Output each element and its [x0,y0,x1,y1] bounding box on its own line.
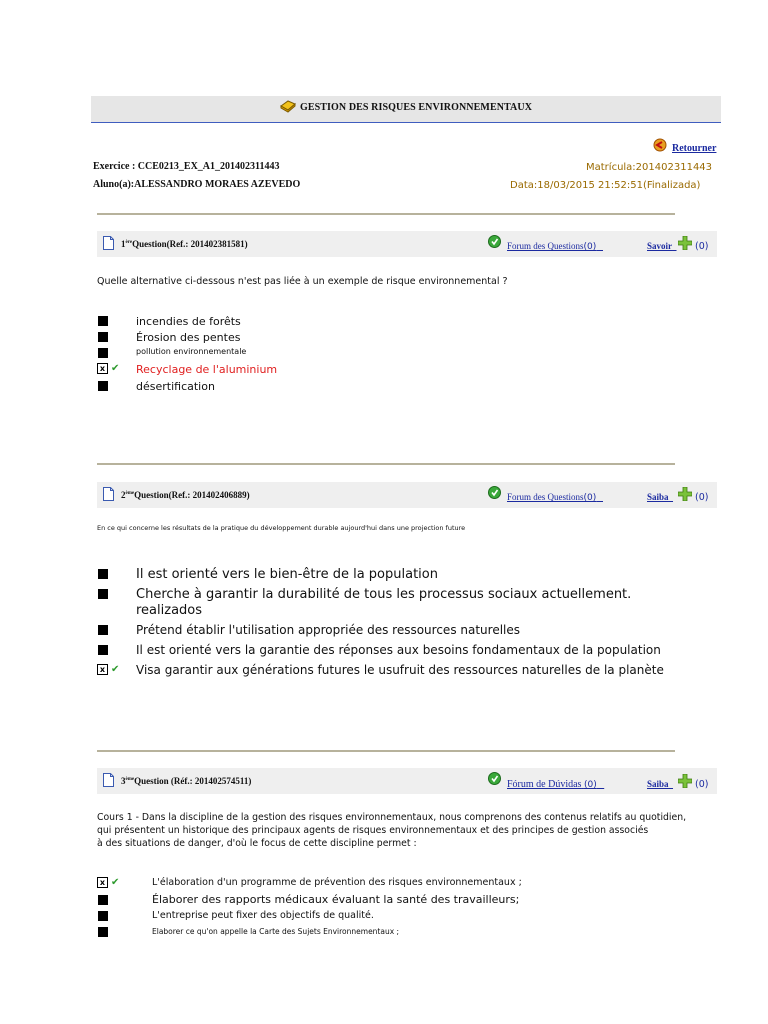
forum-link[interactable]: Forum des Questions(0) [507,492,597,503]
question-2-text: En ce qui concerne les résultats de la pratique du développement durable aujourd'hui dans une projection future [97,524,466,532]
forum-icon[interactable] [488,486,501,499]
option-marker[interactable] [98,911,108,921]
option-text: Elaborer ce qu'on appelle la Carte des Sujets Environnementaux ; [152,927,400,936]
document-icon [103,236,114,250]
question-1-text: Quelle alternative ci-dessous n'est pas liée à un exemple de risque environnemental ? [97,276,508,287]
option-text: Érosion des pentes [136,331,241,344]
data-label: Data:18/03/2015 21:52:51(Finalizada) [510,180,701,191]
option-text: Il est orienté vers la garantie des réponses aux besoins fondamentaux de la population [136,643,661,657]
forum-link[interactable]: Fórum de Dúvidas (0) [507,779,597,790]
option-text: Élaborer des rapports médicaux évaluant la santé des travailleurs; [152,893,520,906]
question-3-title: 3èmeQuestion (Réf.: 201402574511) [121,776,252,786]
selected-checkbox[interactable]: x [97,877,108,888]
option-marker[interactable] [98,927,108,937]
separator [97,213,675,215]
plus-count: (0) [695,492,709,503]
title-bar [91,96,721,123]
plus-count: (0) [695,241,709,252]
question-3-header [97,768,717,794]
option-text: Recyclage de l'aluminium [136,363,278,376]
forum-icon[interactable] [488,772,501,785]
aluno-label: Aluno(a):ALESSANDRO MORAES AZEVEDO [93,179,301,190]
option-text: désertification [136,380,215,393]
exercice-label: Exercice : CCE0213_EX_A1_201402311443 [93,161,280,172]
plus-icon[interactable] [678,774,692,788]
option-text: L'entreprise peut fixer des objectifs de qualité. [152,910,374,921]
question-3-text: Cours 1 - Dans la discipline de la gestion des risques environnementaux, nous comprenons des contenus relatifs au quotidien, qui présentent un historique des principaux agents de risques environnementaux et des principes de gestion associés à des situations de danger, d'où le focus de cette discipline permet : [97,812,687,849]
plus-icon[interactable] [678,236,692,250]
retourner-link[interactable]: Retourner [672,143,717,154]
back-icon[interactable] [653,138,667,152]
option-text: Prétend établir l'utilisation appropriée des ressources naturelles [136,623,521,637]
matricula-label: Matrícula:201402311443 [586,162,713,173]
option-marker[interactable] [98,381,108,391]
check-icon: ✔ [111,877,120,888]
question-1-header [97,231,717,257]
option-marker[interactable] [98,569,108,579]
plus-icon[interactable] [678,487,692,501]
selected-checkbox[interactable]: x [97,664,108,675]
save-link[interactable]: Saiba [647,779,669,789]
save-link[interactable]: Saiba [647,492,669,502]
option-marker[interactable] [98,895,108,905]
option-text: L'élaboration d'un programme de prévention des risques environnementaux ; [152,877,522,888]
option-text: Visa garantir aux générations futures le usufruit des ressources naturelles de la planète [136,663,664,677]
check-icon: ✔ [111,664,120,675]
option-text: incendies de forêts [136,315,241,328]
plus-count: (0) [695,779,709,790]
check-icon: ✔ [111,363,120,374]
selected-checkbox[interactable]: x [97,363,108,374]
option-marker[interactable] [98,332,108,342]
option-marker[interactable] [98,316,108,326]
forum-icon[interactable] [488,235,501,248]
forum-link[interactable]: Forum des Questions(0) [507,241,597,252]
option-marker[interactable] [98,645,108,655]
separator [97,750,675,752]
option-text: pollution environnementale [136,347,247,356]
question-2-title: 2èmeQuestion(Ref.: 201402406889) [121,490,250,500]
question-2-header [97,482,717,508]
option-text: Cherche à garantir la durabilité de tous les processus sociaux actuellement. realizados [136,587,632,618]
document-icon [103,487,114,501]
option-text: Il est orienté vers le bien-être de la population [136,567,438,582]
option-marker[interactable] [98,589,108,599]
page-title: GESTION DES RISQUES ENVIRONNEMENTAUX [299,102,533,113]
option-marker[interactable] [98,625,108,635]
book-icon [280,100,296,113]
separator [97,463,675,465]
option-marker[interactable] [98,348,108,358]
question-1-title: 1èreQuestion(Ref.: 201402381581) [121,239,248,249]
save-link[interactable]: Savoir [647,241,673,251]
document-icon [103,773,114,787]
